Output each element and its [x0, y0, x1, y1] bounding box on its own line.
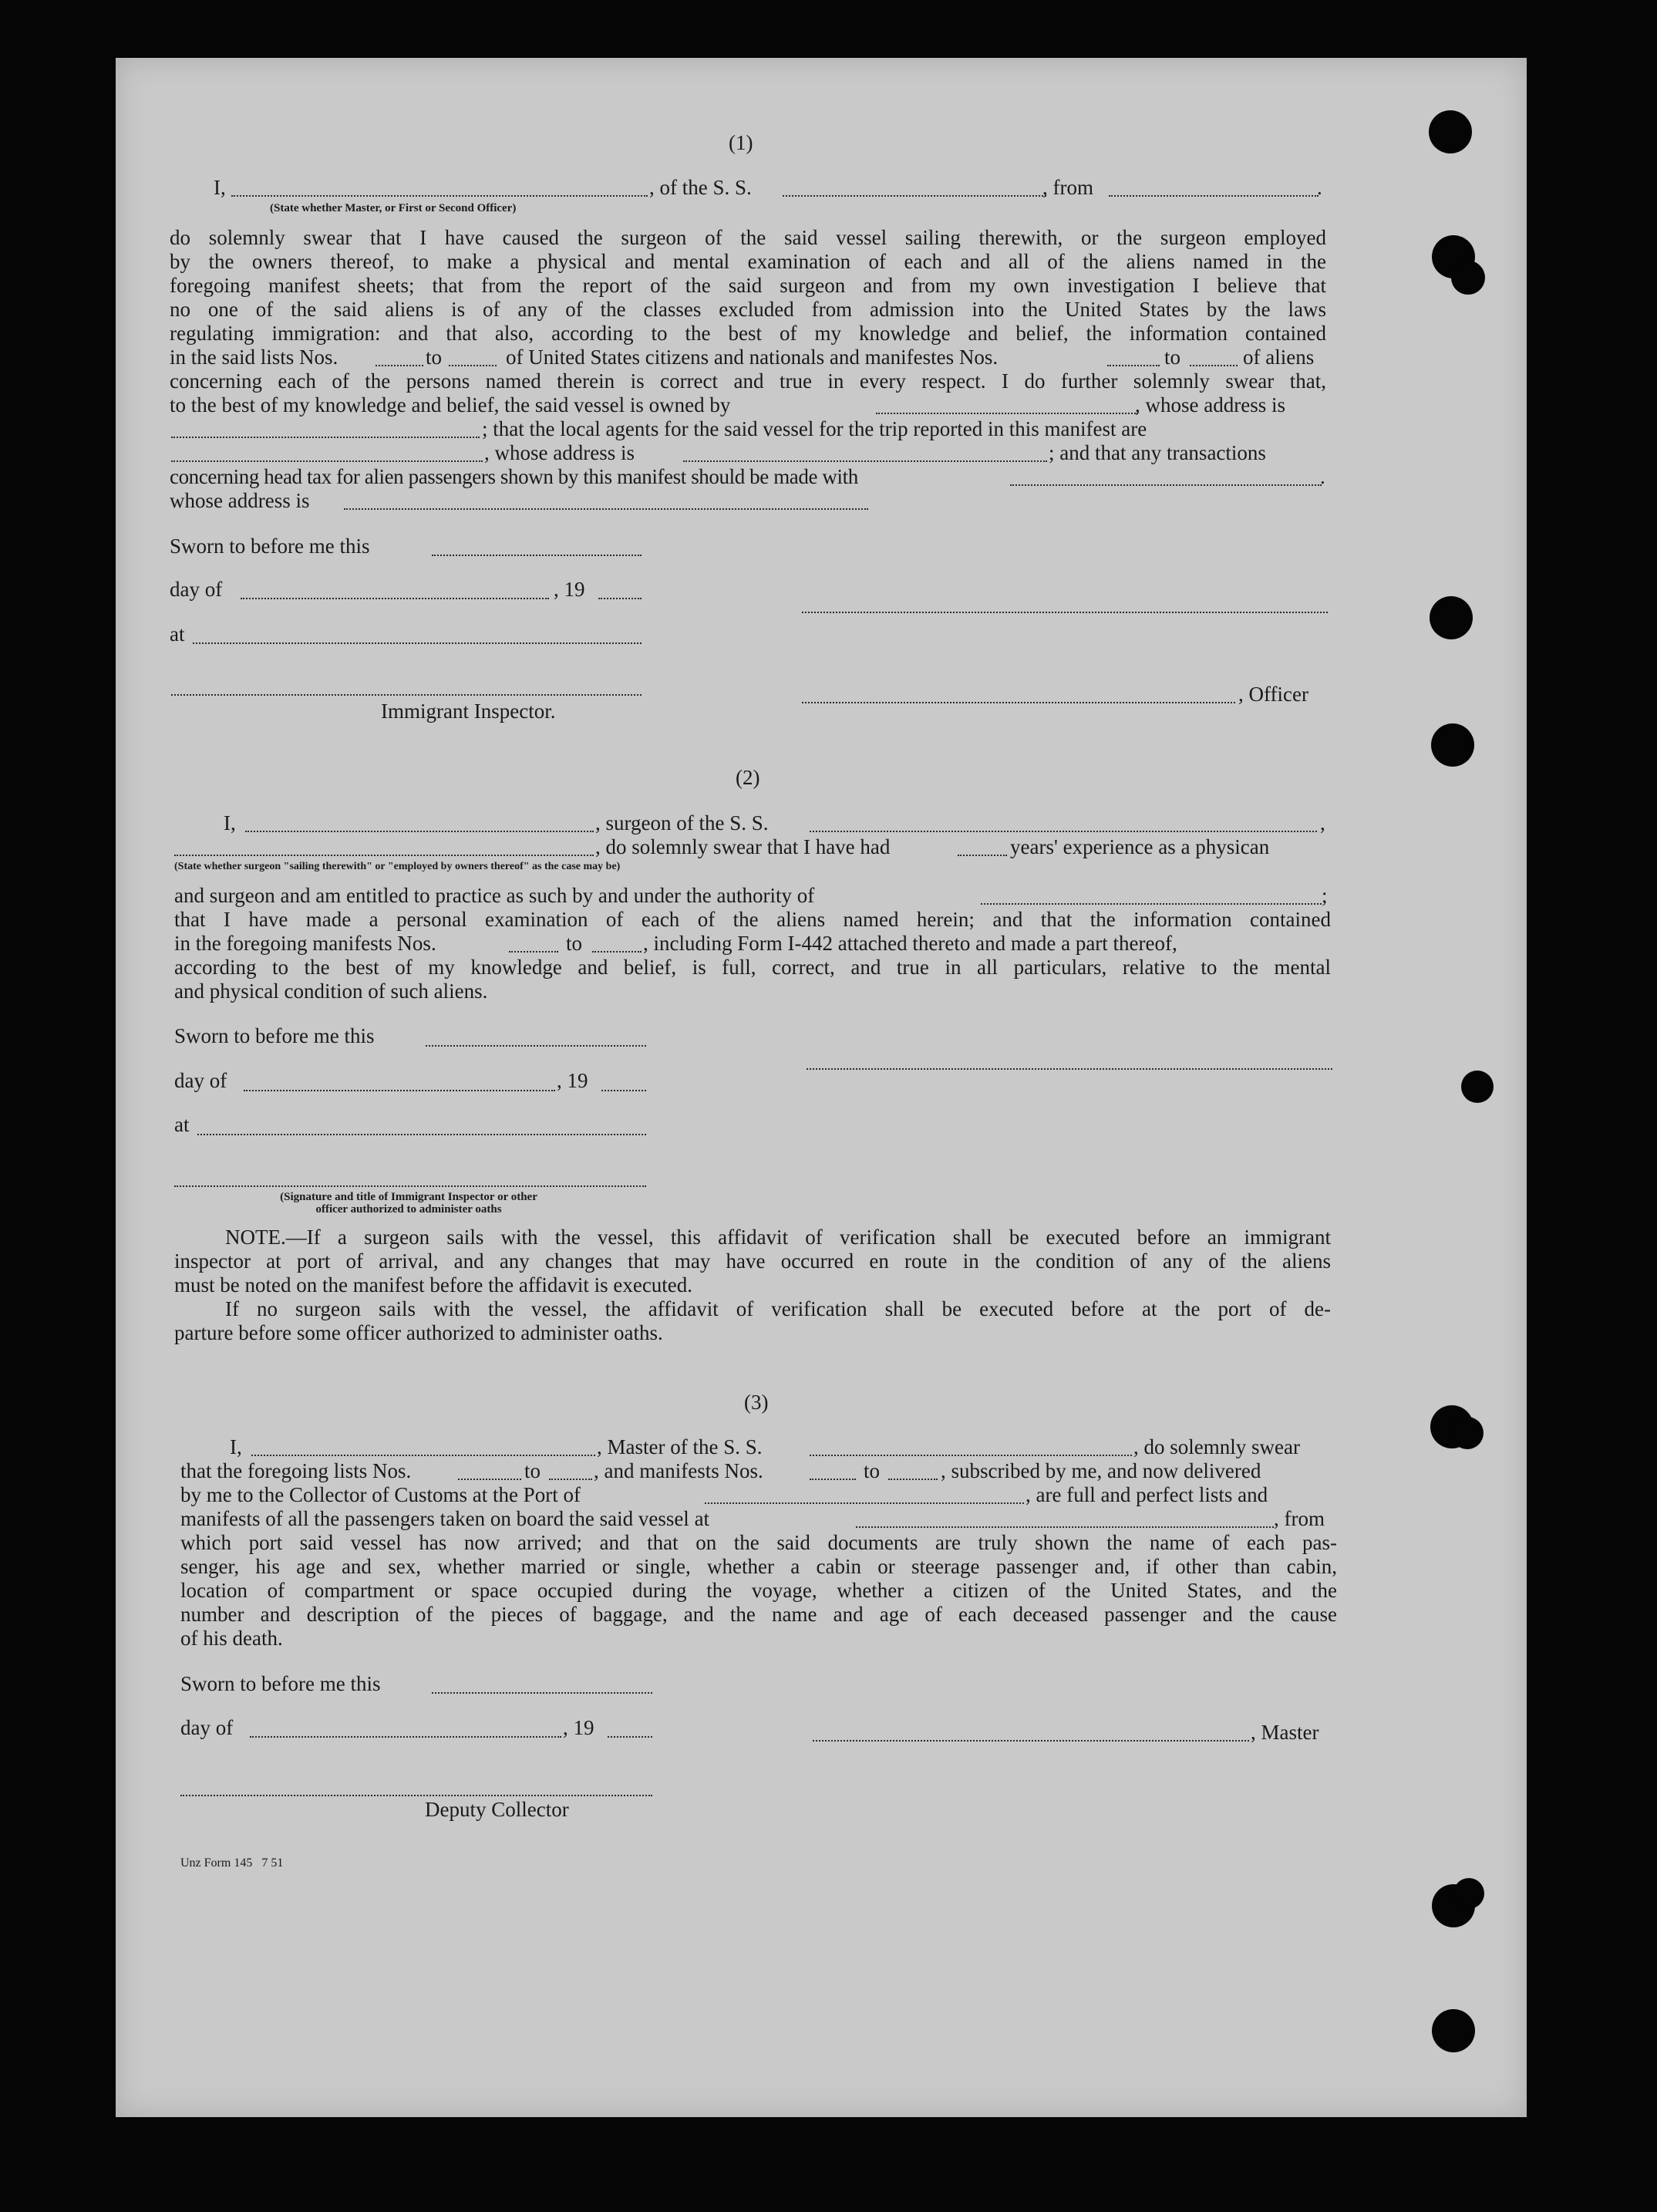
s1-sworn: Sworn to before me this — [170, 534, 370, 558]
s3-day-of: day of — [180, 1716, 234, 1739]
s3-subscribed: , subscribed by me, and now delivered — [941, 1459, 1261, 1482]
s1-at-blank — [193, 642, 642, 644]
s3-year-blank — [608, 1736, 652, 1738]
s3-master-label: , Master — [1251, 1721, 1319, 1744]
s1-head-tax: concerning head tax for alien passengers shown by this manifest should be made with — [170, 465, 858, 488]
s1-day-blank — [241, 598, 549, 599]
s2-years-blank — [958, 855, 1007, 856]
binder-hole — [1429, 110, 1472, 153]
s1-head-tax-end: . — [1320, 465, 1325, 488]
s2-manifests-nos: in the foregoing manifests Nos. — [174, 932, 436, 955]
s2-day-blank — [244, 1090, 555, 1091]
s1-line1-from: , from — [1042, 176, 1093, 199]
s3-sworn: Sworn to before me this — [180, 1672, 381, 1695]
s3-list-to-blank — [549, 1479, 592, 1480]
s2-sig-note-2: officer authorized to administer oaths — [315, 1203, 502, 1216]
s1-para-line4: no one of the said aliens is of any of the classes excluded from admission into the United States by the laws — [170, 298, 1326, 321]
s1-para-line2: by the owners thereof, to make a physical and mental examination of each and all of the aliens named in the — [170, 250, 1326, 273]
s2-experience: years' experience as a physican — [1010, 835, 1270, 858]
s1-transactions: ; and that any transactions — [1049, 441, 1266, 464]
s3-sworn-blank — [432, 1692, 652, 1694]
s1-owned-by: to the best of my knowledge and belief, the said vessel is owned by — [170, 393, 731, 416]
s3-manifest-from-blank — [810, 1479, 856, 1480]
section-2-number: (2) — [736, 766, 760, 789]
s2-swear-text: , do solemnly swear that I have had — [595, 835, 891, 858]
s1-head-tax-blank — [1010, 484, 1322, 486]
s3-list-from-blank — [458, 1479, 521, 1480]
s1-list-from-blank — [376, 365, 423, 366]
s2-year-blank — [601, 1090, 646, 1091]
note-line4: If no surgeon sails with the vessel, the affidavit of verification shall be executed before at the port of de- — [225, 1297, 1331, 1320]
s1-officer-blank — [231, 195, 648, 197]
s2-sworn-blank — [426, 1045, 646, 1047]
s3-para-line6: senger, his age and sex, whether married or single, whether a cabin or steerage passenger and, if other than cabin, — [180, 1555, 1337, 1578]
s3-collector: by me to the Collector of Customs at the Port of — [180, 1483, 581, 1506]
s3-line1-i: I, — [230, 1435, 242, 1458]
s2-surgeon-blank — [245, 831, 594, 832]
s3-master-blank — [251, 1455, 595, 1456]
s1-owner-address-blank — [171, 437, 480, 438]
s2-manifest-to-blank — [592, 951, 642, 953]
s3-para-line5: which port said vessel has now arrived; and that on the said documents are truly shown the name of each pas- — [180, 1531, 1337, 1554]
s1-lists-to: to — [426, 346, 443, 369]
s1-of-aliens: of aliens — [1243, 346, 1315, 369]
s2-line1-i: I, — [224, 811, 236, 835]
s3-master-of: , Master of the S. S. — [597, 1435, 763, 1458]
s3-para-line7: location of compartment or space occupied during the voyage, whether a citizen of the United States, and the — [180, 1579, 1337, 1602]
s1-manifest-to-blank — [1190, 365, 1238, 366]
s1-citizens-text: of United States citizens and nationals and manifestes Nos. — [506, 346, 999, 369]
s3-deputy-label: Deputy Collector — [425, 1798, 569, 1821]
form-id: Unz Form 145 7 51 — [180, 1856, 284, 1870]
s2-nineteen: , 19 — [557, 1069, 588, 1092]
s1-sworn-blank — [432, 555, 642, 556]
s1-para-line7: concerning each of the persons named therein is correct and true in every respect. I do further solemnly swear that, — [170, 369, 1326, 393]
s1-manifest-from-blank — [1107, 365, 1160, 366]
s2-manifest-to: to — [566, 932, 583, 955]
s3-lists-nos: that the foregoing lists Nos. — [180, 1459, 412, 1482]
s3-lists-to: to — [524, 1459, 541, 1482]
s1-whose-address-blank — [344, 508, 868, 510]
binder-hole — [1432, 2009, 1475, 2052]
s2-inspector-sig-blank — [174, 1185, 646, 1187]
s2-para-line5: and physical condition of such aliens. — [174, 980, 488, 1003]
s3-nineteen: , 19 — [563, 1716, 594, 1739]
s1-agent-blank — [171, 460, 483, 462]
s1-line1-end: . — [1317, 176, 1322, 199]
s1-inspector-label: Immigrant Inspector. — [381, 700, 556, 723]
s3-para-line9: of his death. — [180, 1627, 283, 1650]
s3-from: , from — [1274, 1507, 1325, 1530]
s2-authority-end: ; — [1322, 884, 1328, 907]
binder-hole — [1461, 1071, 1494, 1103]
s1-owner-address: , whose address is — [1135, 393, 1285, 416]
s2-surgeon-note: (State whether surgeon "sailing therewith" or "employed by owners thereof" as the case may be) — [174, 861, 621, 872]
s2-form-i442: , including Form I-442 attached thereto and made a part thereof, — [643, 932, 1177, 955]
s3-manifest-to: to — [864, 1459, 881, 1482]
s3-manifest-to-blank — [888, 1479, 938, 1480]
s2-at-blank — [197, 1134, 646, 1135]
s3-para-line8: number and description of the pieces of baggage, and the name and age of each deceased passenger and the cause — [180, 1603, 1337, 1626]
section-1-number: (1) — [729, 131, 753, 154]
s3-manifests-nos: , and manifests Nos. — [594, 1459, 763, 1482]
s1-from-blank — [1109, 195, 1319, 197]
s1-line1-ss: , of the S. S. — [649, 176, 752, 199]
s3-collector-sig-blank — [180, 1795, 652, 1796]
s2-at: at — [174, 1113, 190, 1136]
s1-para-line5: regulating immigration: and that also, according to the best of my knowledge and belief, the information contained — [170, 322, 1326, 345]
s1-ship-blank — [783, 195, 1046, 197]
s2-manifest-from-blank — [509, 951, 558, 953]
note-line3: must be noted on the manifest before the affidavit is executed. — [174, 1273, 693, 1297]
note-line2: inspector at port of arrival, and any changes that may have occurred en route in the condition of any of the aliens — [174, 1249, 1331, 1273]
s1-officer-note: (State whether Master, or First or Second Officer) — [270, 202, 517, 214]
s1-agent-address-blank — [683, 460, 1047, 462]
s1-inspector-blank — [171, 694, 642, 696]
s3-full-lists: , are full and perfect lists and — [1026, 1483, 1268, 1506]
s2-sailing-blank — [174, 855, 594, 856]
s1-manifest-to: to — [1164, 346, 1181, 369]
s3-port-blank — [705, 1502, 1024, 1504]
s1-lists-nos: in the said lists Nos. — [170, 346, 338, 369]
s2-authority: and surgeon and am entitled to practice as such by and under the authority of — [174, 884, 815, 907]
s3-boarding-blank — [856, 1526, 1274, 1528]
s3-ship-blank — [810, 1455, 1132, 1456]
s1-at: at — [170, 622, 185, 646]
s2-sworn: Sworn to before me this — [174, 1024, 375, 1047]
s1-day-of: day of — [170, 578, 223, 601]
s1-officer-label: , Officer — [1238, 683, 1308, 706]
s1-agent-address: , whose address is — [484, 441, 635, 464]
binder-hole — [1451, 1417, 1484, 1449]
s1-local-agents: ; that the local agents for the said vessel for the trip reported in this manifest are — [482, 417, 1147, 440]
s1-para-line3: foregoing manifest sheets; that from the report of the said surgeon and from my own investigation I believe that — [170, 274, 1326, 297]
s2-para-line2: that I have made a personal examination of each of the aliens named herein; and that the information contained — [174, 908, 1331, 931]
s3-swear: , do solemnly swear — [1133, 1435, 1300, 1458]
binder-hole — [1453, 1878, 1484, 1909]
s2-sig-note-1: (Signature and title of Immigrant Inspector or other — [280, 1191, 537, 1203]
s1-list-to-blank — [449, 365, 497, 366]
s2-day-of: day of — [174, 1069, 227, 1092]
s2-surgeon-of: , surgeon of the S. S. — [595, 811, 769, 835]
s2-ship-blank — [810, 831, 1317, 832]
binder-hole — [1430, 596, 1473, 639]
s1-para-line1: do solemnly swear that I have caused the surgeon of the said vessel sailing therewith, or the surgeon employed — [170, 226, 1326, 249]
binder-hole — [1451, 261, 1485, 295]
s2-line1-end: , — [1320, 811, 1325, 835]
binder-hole — [1431, 723, 1474, 767]
s3-day-blank — [250, 1736, 561, 1738]
note-line1: NOTE.—If a surgeon sails with the vessel, this affidavit of verification shall be executed before an immigrant — [225, 1226, 1331, 1249]
s2-authority-blank — [981, 903, 1322, 905]
s1-owner-blank — [876, 413, 1138, 414]
s2-para-line4: according to the best of my knowledge and belief, is full, correct, and true in all particulars, relative to the mental — [174, 956, 1331, 979]
s1-officer-blank-2 — [802, 702, 1235, 703]
section-3-number: (3) — [744, 1391, 769, 1414]
note-line5: parture before some officer authorized to administer oaths. — [174, 1321, 663, 1344]
s3-master-sig-blank — [813, 1740, 1249, 1742]
s1-line1-i: I, — [214, 176, 226, 199]
s1-year-blank — [598, 598, 642, 599]
s1-signature-blank — [802, 612, 1328, 613]
s1-nineteen: , 19 — [554, 578, 585, 601]
s2-signature-blank — [807, 1068, 1332, 1070]
s1-whose-address: whose address is — [170, 489, 310, 512]
s3-taken-on-board: manifests of all the passengers taken on board the said vessel at — [180, 1507, 710, 1530]
